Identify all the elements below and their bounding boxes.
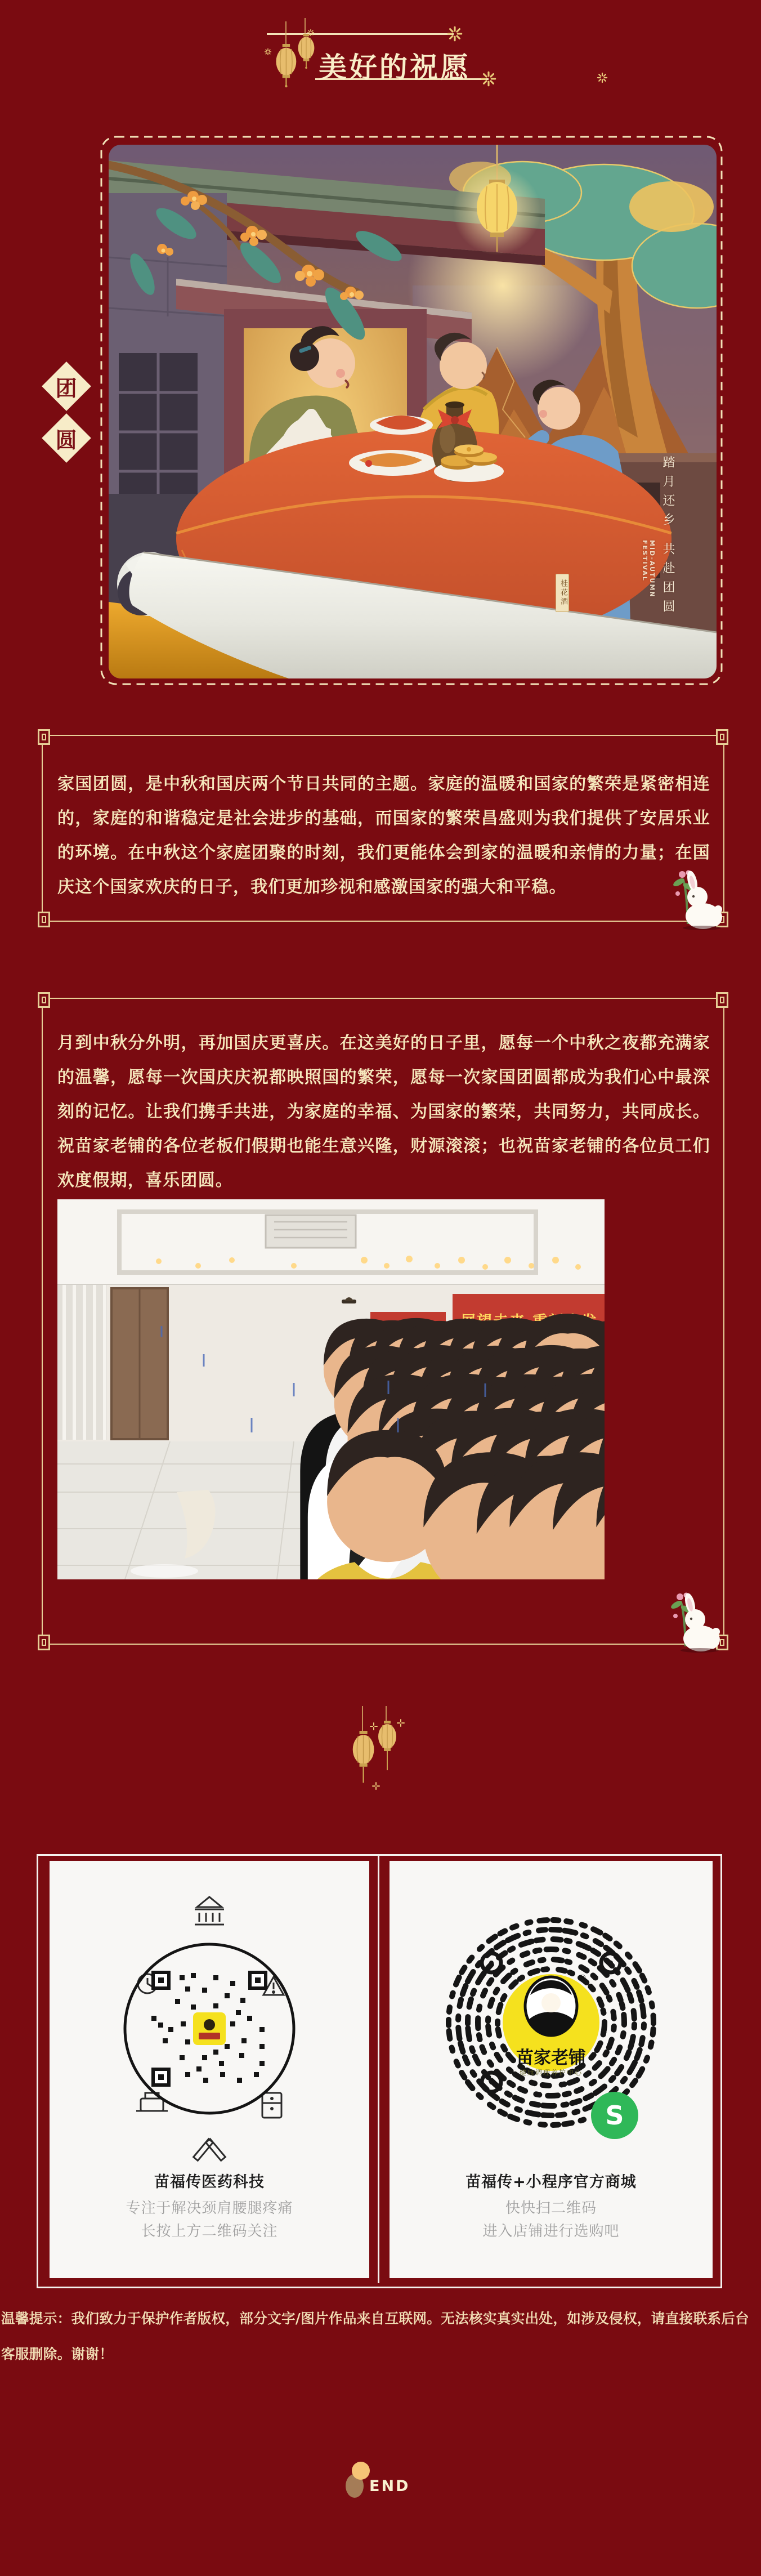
badge-yuan: 圆 [42, 413, 91, 463]
paragraph-2: 月到中秋分外明，再加国庆更喜庆。在这美好的日子里，愿每一个中秋之夜都充满家的温馨，愿每一次国庆庆祝都映照国的繁荣，愿每一次家国团圆都成为我们心中最深刻的记忆。让我们携手共进，为家庭的幸福、为国家的繁荣，共同努力，共同成长。祝苗家老铺的各位老板们假期也能生意兴隆，财源滚滚；也祝苗家老铺的各位员工们欢度假期，喜乐团圆。 [57, 1033, 710, 1190]
rabbit-icon [671, 870, 727, 931]
frame-corner-icon [38, 729, 50, 745]
mid-autumn-illustration [109, 145, 717, 678]
qr-matrix [151, 1971, 267, 2087]
end-label: END [369, 2477, 410, 2495]
printer-icon [136, 2093, 168, 2111]
paragraph-1: 家国团圆，是中秋和国庆两个节日共同的主题。家庭的温暖和国家的繁荣是紧密相连的，家庭的和谐稳定是社会进步的基础，而国家的繁荣昌盛则为我们提供了安居乐业的环境。在中秋这个家庭团聚的时刻，我们更能体会到家的温暖和亲情的力量；在国庆这个国家欢庆的日子，我们更加珍视和感激国家的强大和平稳。 [57, 774, 710, 897]
paragraph-frame-1 [42, 735, 724, 922]
end-dot-icon [352, 2462, 370, 2480]
qr-card-company [50, 1861, 369, 2278]
qr-card-section [37, 1854, 722, 2288]
group-photo[interactable] [57, 1199, 605, 1579]
vertical-caption-1: 踏月还乡 [661, 456, 675, 532]
copyright-notice: 温馨提示：我们致力于保护作者版权，部分文字/图片作品来自互联网。无法核实真实出处，如涉及侵权，请直接联系后台客服删除。谢谢！ [1, 2310, 750, 2362]
miniprogram-name: 苗福传+小程序官方商城 [465, 2173, 637, 2191]
frame-corner-icon [716, 729, 728, 745]
rabbit-icon [669, 1592, 725, 1653]
vertical-caption-en: MID-AUTUMN FESTIVAL [641, 540, 656, 598]
bank-icon [195, 1897, 224, 1925]
svg-text:苗家老铺: 苗家老铺 [516, 2048, 586, 2068]
window-blinds [57, 1285, 107, 1440]
page-title: 美好的祝愿 [319, 51, 471, 84]
vertical-caption-2: 共赴团圆 [661, 542, 675, 619]
svg-text:®: ® [579, 1974, 587, 1983]
frame-corner-icon [38, 992, 50, 1008]
miniprogram-subtitle: 快快扫二维码 进入店铺进行选购吧 [482, 2200, 620, 2240]
cabinet-icon [262, 2093, 281, 2118]
frame-corner-icon [38, 912, 50, 927]
divider-lantern-icon [338, 1706, 428, 1807]
qr-card-miniprogram [390, 1861, 713, 2278]
end-marker [338, 2462, 450, 2512]
official-account-qr-code[interactable] [50, 1861, 369, 2165]
pencils-icon [194, 2139, 226, 2161]
company-name: 苗福传医药科技 [154, 2173, 265, 2191]
header-lantern-icon [276, 18, 314, 87]
frame-corner-icon [38, 1635, 50, 1650]
wine-jug-label: 桂花酒 [556, 574, 569, 612]
svg-text:S: S [605, 2100, 624, 2131]
wechat-icon [591, 2092, 638, 2139]
company-subtitle: 专注于解决颈肩腰腿疼痛 长按上方二维码关注 [126, 2200, 293, 2240]
badge-tuan: 团 [42, 361, 91, 411]
frame-corner-icon [716, 992, 728, 1008]
mini-program-qr-code[interactable] [390, 1861, 713, 2165]
card-divider [378, 1856, 379, 2283]
svg-text:健康调理养护中心: 健康调理养护中心 [519, 2069, 583, 2077]
family-dinner-scene [109, 145, 717, 678]
